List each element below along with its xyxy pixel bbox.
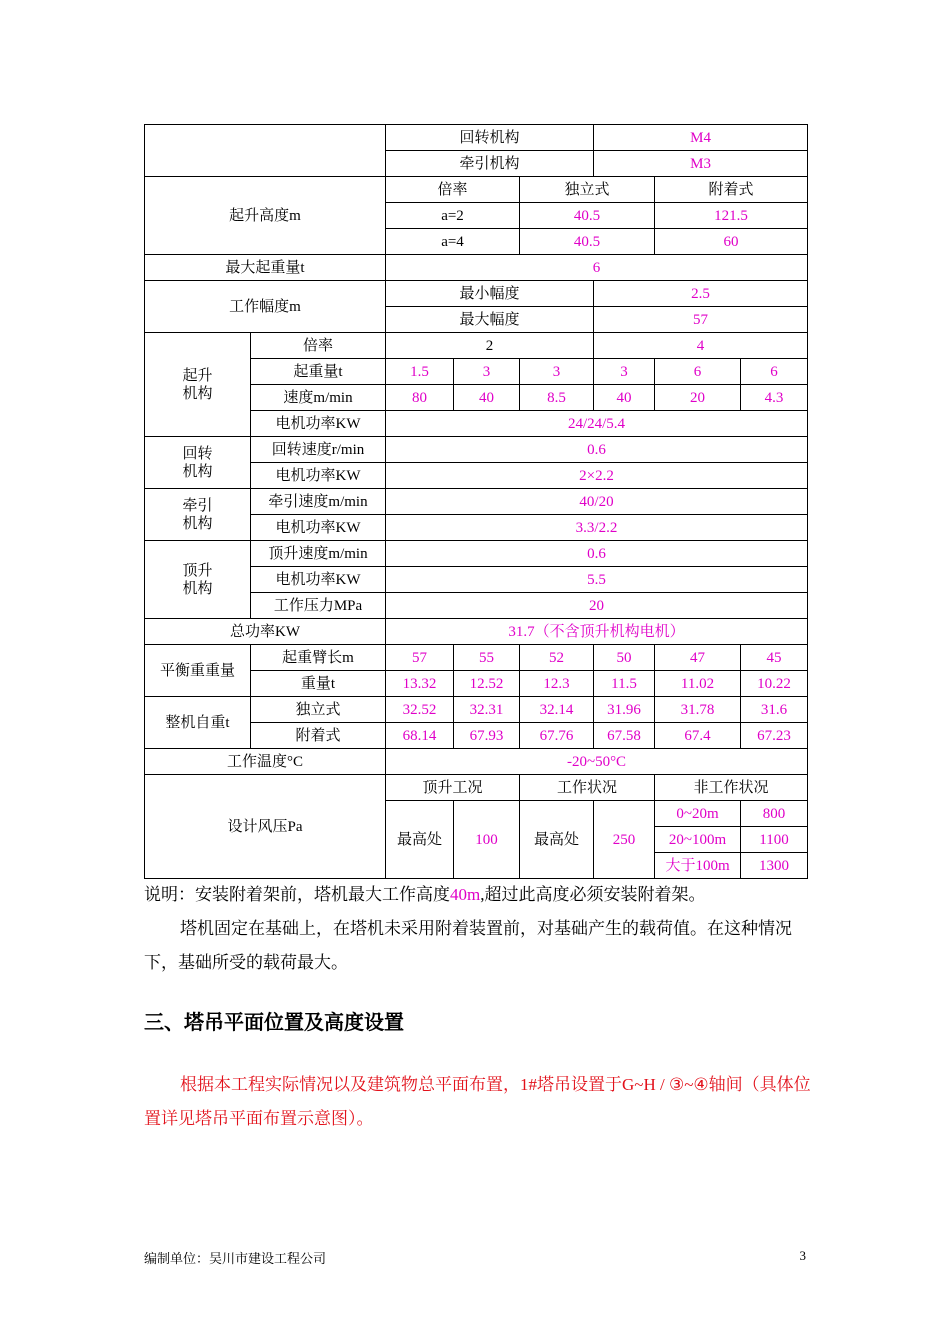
section-heading: 三、塔吊平面位置及高度设置 [144, 1010, 404, 1034]
cell-value: 24/24/5.4 [386, 411, 808, 437]
cell-label: 最小幅度 [386, 281, 594, 307]
cell-label: 顶升速度m/min [251, 541, 386, 567]
cell-label: 电机功率KW [251, 567, 386, 593]
cell-value: 2 [386, 333, 594, 359]
table-row [145, 645, 808, 671]
footer-unit: 编制单位：吴川市建设工程公司 [144, 1251, 327, 1266]
cell-value: 11.02 [655, 671, 741, 697]
cell-value: 1300 [741, 853, 808, 879]
cell-label: 起重量t [251, 359, 386, 385]
group-label [145, 541, 251, 619]
cell-header: 顶升工况 [386, 775, 520, 801]
cell-value: 1.5 [386, 359, 454, 385]
cell-label: 最高处 [520, 801, 594, 879]
cell-label: 起重臂长m [251, 645, 386, 671]
cell-value: 67.76 [520, 723, 594, 749]
cell-value: 31.78 [655, 697, 741, 723]
cell-label: 电机功率KW [251, 463, 386, 489]
cell-label: 速度m/min [251, 385, 386, 411]
table-row [145, 775, 808, 801]
cell-label: 工作温度°C [145, 749, 386, 775]
note-text: ,超过此高度必须安装附着架。 [480, 885, 706, 904]
cell-value: -20~50°C [386, 749, 808, 775]
cell-value: 40 [594, 385, 655, 411]
cell-label: 最大起重量t [145, 255, 386, 281]
cell-value: 20 [655, 385, 741, 411]
table-row [145, 177, 808, 203]
cell-value: 67.23 [741, 723, 808, 749]
cell-label: 设计风压Pa [145, 775, 386, 879]
cell-header: 工作状况 [520, 775, 655, 801]
cell-value: 40.5 [520, 229, 655, 255]
cell-label: 独立式 [251, 697, 386, 723]
group-label-line2: 机构 [182, 515, 213, 532]
cell-value: 5.5 [386, 567, 808, 593]
cell-label: a=2 [386, 203, 520, 229]
cell-label: 电机功率KW [251, 411, 386, 437]
cell-label: 最高处 [386, 801, 454, 879]
group-label-line1: 回转 [182, 445, 213, 462]
table-row [145, 749, 808, 775]
cell-value: 31.96 [594, 697, 655, 723]
cell-label: 回转速度r/min [251, 437, 386, 463]
cell-label: a=4 [386, 229, 520, 255]
cell-value: 55 [454, 645, 520, 671]
note-height-value: 40m [450, 885, 481, 904]
cell-value: 6 [655, 359, 741, 385]
cell-header: 非工作状况 [655, 775, 808, 801]
cell-value: 31.6 [741, 697, 808, 723]
group-label [145, 489, 251, 541]
cell-header: 独立式 [520, 177, 655, 203]
cell-value: 67.4 [655, 723, 741, 749]
cell-value: 3.3/2.2 [386, 515, 808, 541]
cell-label: 附着式 [251, 723, 386, 749]
cell-value: 40 [454, 385, 520, 411]
cell-value: 32.14 [520, 697, 594, 723]
cell-value: 3 [454, 359, 520, 385]
table-row [145, 437, 808, 463]
cell-value: 32.31 [454, 697, 520, 723]
cell-value: 52 [520, 645, 594, 671]
group-label-line2: 机构 [182, 580, 213, 597]
cell-value: 12.52 [454, 671, 520, 697]
cell-value: 31.7（不含顶升机构电机） [386, 619, 808, 645]
group-label-line2: 机构 [182, 463, 213, 480]
body-paragraph-red: 根据本工程实际情况以及建筑物总平面布置，1#塔吊设置于G~H / ③~④轴间（具体位置详见塔吊平面布置示意图）。 [144, 1075, 811, 1128]
cell-value: 80 [386, 385, 454, 411]
cell-value: 0.6 [386, 437, 808, 463]
cell-value: 45 [741, 645, 808, 671]
cell-value: 67.93 [454, 723, 520, 749]
cell-label: 牵引机构 [386, 151, 594, 177]
cell-value: 6 [386, 255, 808, 281]
cell-value: 100 [454, 801, 520, 879]
cell-label: 倍率 [251, 333, 386, 359]
cell-value: 8.5 [520, 385, 594, 411]
group-label [145, 437, 251, 489]
cell-value: 3 [520, 359, 594, 385]
table-row [145, 333, 808, 359]
cell-label: 回转机构 [386, 125, 594, 151]
cell-header: 倍率 [386, 177, 520, 203]
cell-value: 40/20 [386, 489, 808, 515]
table-row [145, 255, 808, 281]
cell-value: 57 [386, 645, 454, 671]
cell-value: 0~20m [655, 801, 741, 827]
cell-value: 3 [594, 359, 655, 385]
group-label-line1: 起升 [182, 367, 213, 384]
table-row [145, 125, 808, 151]
cell-value: 40.5 [520, 203, 655, 229]
group-label [145, 333, 251, 437]
cell-value: 4.3 [741, 385, 808, 411]
cell-label: 整机自重t [145, 697, 251, 749]
cell-value: 50 [594, 645, 655, 671]
cell-value: 13.32 [386, 671, 454, 697]
cell-value: 0.6 [386, 541, 808, 567]
blank-cell [145, 125, 386, 177]
table-row [145, 619, 808, 645]
group-label-line1: 顶升 [182, 562, 213, 579]
cell-value: 250 [594, 801, 655, 879]
cell-value: M3 [594, 151, 808, 177]
cell-value: 32.52 [386, 697, 454, 723]
note-paragraph [144, 878, 814, 912]
cell-value: 6 [741, 359, 808, 385]
cell-value: 10.22 [741, 671, 808, 697]
note-text: 说明：安装附着架前，塔机最大工作高度 [144, 885, 450, 904]
cell-header: 附着式 [655, 177, 808, 203]
cell-label: 工作幅度m [145, 281, 386, 333]
group-label-line1: 牵引 [182, 497, 213, 514]
cell-value: 12.3 [520, 671, 594, 697]
cell-value: 4 [594, 333, 808, 359]
spec-table [144, 124, 808, 879]
cell-value: 20 [386, 593, 808, 619]
body-paragraph: 塔机固定在基础上，在塔机未采用附着装置前，对基础产生的载荷值。在这种情况下，基础所受的载荷最大。 [144, 919, 792, 972]
cell-label: 起升高度m [145, 177, 386, 255]
cell-value: 20~100m [655, 827, 741, 853]
page-number: 3 [799, 1248, 806, 1263]
cell-value: 57 [594, 307, 808, 333]
table-row [145, 697, 808, 723]
cell-label: 电机功率KW [251, 515, 386, 541]
cell-value: 800 [741, 801, 808, 827]
cell-value: 67.58 [594, 723, 655, 749]
cell-value: 大于100m [655, 853, 741, 879]
cell-value: M4 [594, 125, 808, 151]
cell-value: 68.14 [386, 723, 454, 749]
cell-value: 2×2.2 [386, 463, 808, 489]
cell-value: 121.5 [655, 203, 808, 229]
group-label-line2: 机构 [182, 385, 213, 402]
cell-value: 1100 [741, 827, 808, 853]
cell-label: 平衡重重量 [145, 645, 251, 697]
cell-value: 2.5 [594, 281, 808, 307]
table-row [145, 281, 808, 307]
table-row [145, 489, 808, 515]
cell-value: 60 [655, 229, 808, 255]
table-row [145, 541, 808, 567]
cell-value: 47 [655, 645, 741, 671]
cell-value: 11.5 [594, 671, 655, 697]
cell-label: 重量t [251, 671, 386, 697]
cell-label: 工作压力MPa [251, 593, 386, 619]
cell-label: 牵引速度m/min [251, 489, 386, 515]
cell-label: 总功率KW [145, 619, 386, 645]
cell-label: 最大幅度 [386, 307, 594, 333]
